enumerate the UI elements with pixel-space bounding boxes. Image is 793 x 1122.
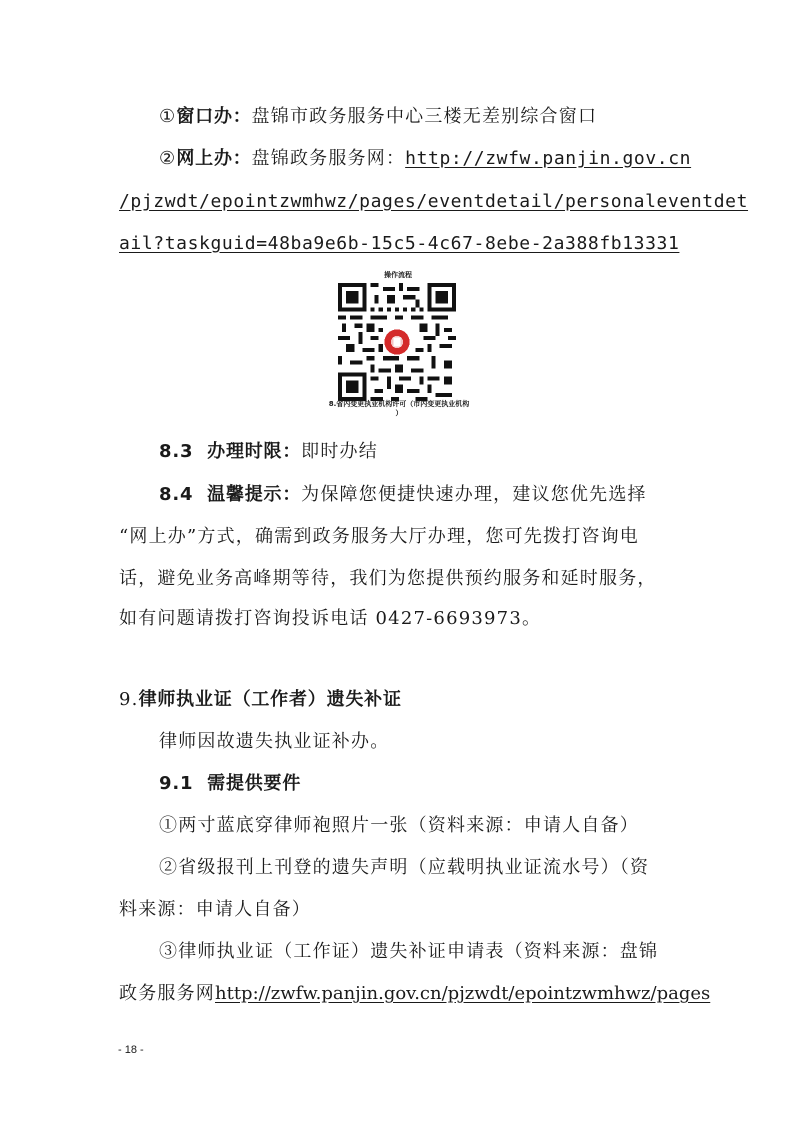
item3-url-link[interactable]: http://zwfw.panjin.gov.cn/pjzwdt/epointzwmhwz/pages: [215, 983, 711, 1004]
requirement-item-3: ③律师执业证（工作证）遗失补证申请表（资料来源：盘锦: [159, 941, 659, 962]
requirements-heading: 9.1 需提供要件: [159, 773, 302, 794]
window-office-label: 窗口办：: [176, 106, 252, 127]
time-limit-label: 办理时限：: [207, 441, 302, 462]
tip-label: 温馨提示：: [207, 484, 302, 505]
section-9-heading: 9.律师执业证（工作者）遗失补证: [119, 689, 402, 710]
page-number: - 18 -: [118, 1044, 144, 1056]
requirement-item-2-cont: 料来源：申请人自备）: [119, 899, 311, 920]
requirement-item-3-cont: 政务服务网http://zwfw.panjin.gov.cn/pjzwdt/epointzwmhwz/pages: [119, 983, 711, 1004]
window-office-line: ①窗口办：盘锦市政务服务中心三楼无差别综合窗口: [159, 106, 598, 127]
section-9-intro: 律师因故遗失执业证补办。: [159, 731, 390, 752]
online-url-link-line2[interactable]: /pjzwdt/epointzwmhwz/pages/eventdetail/personaleventdet: [119, 191, 749, 212]
online-office-label: 网上办：: [176, 148, 252, 169]
time-limit-line: 8.3 办理时限：即时办结: [159, 441, 378, 462]
tip-line-1: 8.4 温馨提示：为保障您便捷快速办理，建议您优先选择: [159, 484, 647, 505]
requirement-item-1: ①两寸蓝底穿律师袍照片一张（资料来源：申请人自备）: [159, 815, 639, 836]
qr-code: [338, 283, 456, 401]
qr-title: 操作流程: [384, 271, 412, 279]
online-office-line: ②网上办：盘锦政务服务网：http://zwfw.panjin.gov.cn: [159, 148, 692, 169]
online-url-link-line3[interactable]: ail?taskguid=48ba9e6b-15c5-4c67-8ebe-2a388fb13331: [119, 233, 680, 254]
requirement-item-2: ②省级报刊上刊登的遗失声明（应载明执业证流水号）（资: [159, 857, 650, 878]
qr-caption: 8.省内变更执业机构许可（市内变更执业机构 ）: [328, 400, 470, 417]
emblem-icon: [384, 329, 409, 354]
tip-line-4: 如有问题请拨打咨询投诉电话 0427-6693973。: [119, 608, 542, 629]
qr-code-icon: [338, 283, 456, 401]
tip-line-3: 话，避免业务高峰期等待，我们为您提供预约服务和延时服务，: [119, 568, 657, 589]
tip-line-2: “网上办”方式，确需到政务服务大厅办理，您可先拨打咨询电: [119, 526, 640, 547]
online-url-link[interactable]: http://zwfw.panjin.gov.cn: [405, 148, 692, 169]
